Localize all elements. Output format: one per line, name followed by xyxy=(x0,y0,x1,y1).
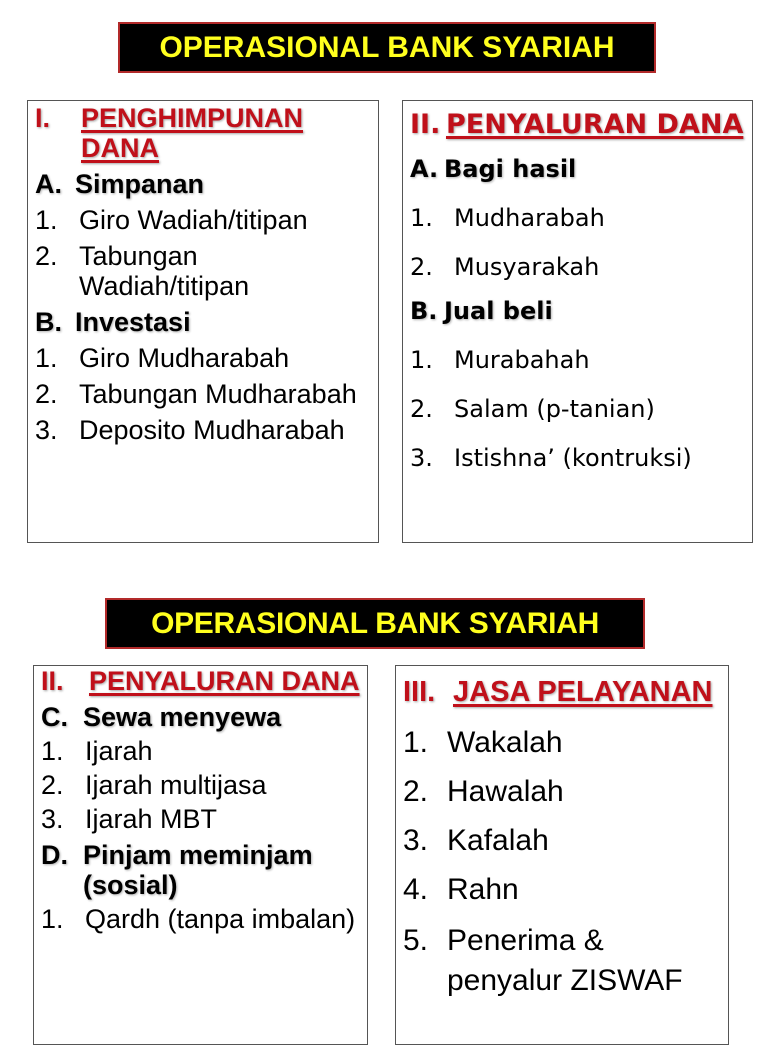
list-item xyxy=(403,725,724,761)
list-item xyxy=(35,415,374,445)
heading-number: II. xyxy=(410,109,441,140)
group-letter: A. xyxy=(35,169,62,199)
group-title: Jual beli xyxy=(444,297,553,325)
group-title: Bagi hasil xyxy=(444,155,577,183)
list-item xyxy=(41,904,363,934)
list-item xyxy=(410,389,748,429)
item-text: Rahn xyxy=(447,873,519,906)
heading-text: PENYALURAN DANA xyxy=(89,666,360,696)
list-item xyxy=(410,438,748,478)
item-number: 2. xyxy=(41,770,64,800)
slide2-penyaluran-box xyxy=(33,665,368,1045)
item-number: 5. xyxy=(403,924,429,957)
heading-text: PENYALURAN DANA xyxy=(446,109,744,140)
list-item xyxy=(403,774,724,810)
item-number: 2. xyxy=(35,241,58,271)
list-item xyxy=(35,205,374,235)
list-item xyxy=(410,247,748,287)
group-letter: B. xyxy=(35,307,62,337)
section-heading xyxy=(41,666,363,696)
item-number: 1. xyxy=(41,904,64,934)
list-item xyxy=(403,872,724,908)
slide2-banner-title: OPERASIONAL BANK SYARIAH xyxy=(105,598,645,649)
section-heading xyxy=(410,105,748,145)
group-title: Pinjam meminjam (sosial) xyxy=(83,840,313,900)
group-heading-bagi-hasil xyxy=(410,149,748,189)
list-item xyxy=(403,823,724,859)
item-text: Salam (p-tanian) xyxy=(454,395,655,423)
group-letter: D. xyxy=(41,840,68,870)
heading-text: PENGHIMPUNAN DANA xyxy=(81,103,304,163)
item-number: 1. xyxy=(410,346,433,374)
list-item xyxy=(35,241,374,301)
item-number: 2. xyxy=(410,395,433,423)
item-number: 3. xyxy=(35,415,58,445)
item-text: Wakalah xyxy=(447,726,563,759)
item-text: Ijarah MBT xyxy=(85,804,218,834)
group-title: Investasi xyxy=(75,307,191,337)
heading-number: III. xyxy=(403,676,436,708)
item-number: 2. xyxy=(410,253,433,281)
item-number: 2. xyxy=(403,775,429,808)
group-letter: B. xyxy=(410,297,438,325)
item-text: Tabungan Wadiah/titipan xyxy=(79,241,250,301)
slide1-banner-title: OPERASIONAL BANK SYARIAH xyxy=(118,22,656,73)
group-title: Sewa menyewa xyxy=(83,702,282,732)
item-text: Giro Wadiah/titipan xyxy=(79,205,308,235)
item-number: 1. xyxy=(35,205,58,235)
slide1-penghimpunan-box xyxy=(27,100,379,543)
group-letter: C. xyxy=(41,702,68,732)
group-heading-investasi xyxy=(35,307,374,337)
list-item xyxy=(41,736,363,766)
item-number: 3. xyxy=(410,444,433,472)
item-number: 4. xyxy=(403,873,429,906)
item-text: Murabahah xyxy=(454,346,590,374)
list-item xyxy=(41,770,363,800)
slide2-jasa-pelayanan-box xyxy=(395,665,729,1045)
group-heading-pinjam-meminjam xyxy=(41,840,363,900)
heading-number: II. xyxy=(41,666,64,696)
item-text: Tabungan Mudharabah xyxy=(79,379,357,409)
list-item xyxy=(35,379,374,409)
section-heading xyxy=(403,672,724,712)
list-item xyxy=(35,343,374,373)
item-text: Musyarakah xyxy=(454,253,600,281)
item-text: Hawalah xyxy=(447,775,564,808)
item-text: Kafalah xyxy=(447,824,549,857)
group-heading-sewa-menyewa xyxy=(41,702,363,732)
item-number: 1. xyxy=(35,343,58,373)
group-letter: A. xyxy=(410,155,439,183)
item-text: Istishna’ (kontruksi) xyxy=(454,444,692,472)
item-text: Ijarah xyxy=(85,736,153,766)
list-item xyxy=(403,921,724,1001)
list-item xyxy=(41,804,363,834)
slide1-penyaluran-box xyxy=(402,100,753,543)
item-number: 1. xyxy=(41,736,64,766)
heading-text: JASA PELAYANAN xyxy=(453,676,713,708)
item-number: 2. xyxy=(35,379,58,409)
item-text: Penerima & penyalur ZISWAF xyxy=(447,924,683,997)
list-item xyxy=(410,198,748,238)
item-text: Qardh (tanpa imbalan) xyxy=(85,904,356,934)
section-heading xyxy=(35,103,374,163)
item-text: Mudharabah xyxy=(454,204,605,232)
heading-number: I. xyxy=(35,103,51,133)
item-text: Giro Mudharabah xyxy=(79,343,290,373)
group-heading-jual-beli xyxy=(410,291,748,331)
item-text: Ijarah multijasa xyxy=(85,770,267,800)
item-number: 1. xyxy=(410,204,433,232)
item-text: Deposito Mudharabah xyxy=(79,415,345,445)
list-item xyxy=(410,340,748,380)
item-number: 1. xyxy=(403,726,429,759)
group-title: Simpanan xyxy=(75,169,205,199)
item-number: 3. xyxy=(41,804,64,834)
group-heading-simpanan xyxy=(35,169,374,199)
item-number: 3. xyxy=(403,824,429,857)
